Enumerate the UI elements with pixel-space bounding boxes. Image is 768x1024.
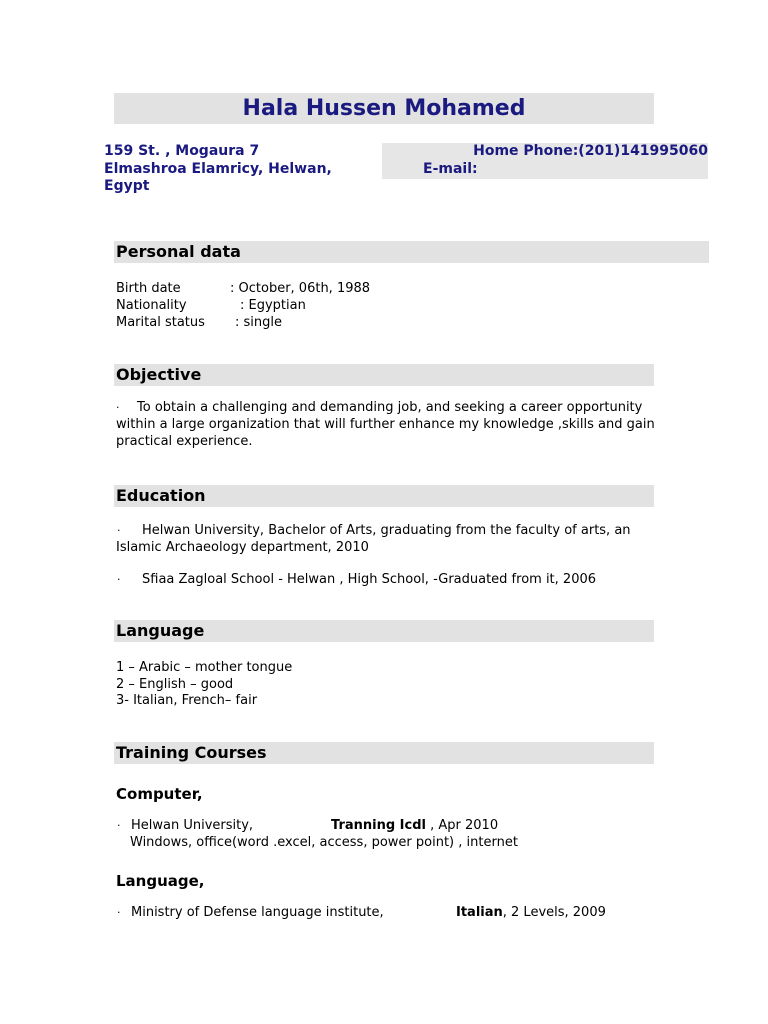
language-line-2: 2 – English – good xyxy=(116,677,234,692)
objective-line-2: within a large organization that will further enhance my knowledge ,skills and gain xyxy=(116,417,655,432)
objective-bullet: · xyxy=(116,401,120,414)
section-education: Education xyxy=(114,485,654,507)
language-line-1: 1 – Arabic – mother tongue xyxy=(116,660,293,675)
education-item-1-line-1: Helwan University, Bachelor of Arts, graduating from the faculty of arts, an xyxy=(142,523,631,538)
computer-bullet: · xyxy=(117,819,121,832)
birth-label: Birth date xyxy=(116,281,181,296)
nationality-label: Nationality xyxy=(116,298,187,313)
objective-line-3: practical experience. xyxy=(116,434,253,449)
education-item-1-line-2: Islamic Archaeology department, 2010 xyxy=(116,540,369,555)
language-training-date: , 2 Levels, 2009 xyxy=(502,905,606,920)
address-line-2: Elmashroa Elamricy, Helwan, Egypt xyxy=(104,160,332,194)
computer-course-line xyxy=(331,817,498,834)
language-training-place: Ministry of Defense language institute, xyxy=(131,905,384,920)
section-training-courses: Training Courses xyxy=(114,742,654,764)
computer-date: , Apr 2010 xyxy=(425,818,499,833)
birth-value: : October, 06th, 1988 xyxy=(230,281,371,296)
language-training-bullet: · xyxy=(117,906,121,919)
education-bullet-1: · xyxy=(117,524,121,537)
home-phone: Home Phone:(201)141995060 xyxy=(473,143,708,159)
phone-email-block xyxy=(382,143,708,179)
language-training-course: Italian xyxy=(456,905,503,920)
computer-place: Helwan University, xyxy=(131,818,254,833)
education-bullet-2: · xyxy=(117,573,121,586)
contact-block xyxy=(104,143,708,194)
language-training-subheading: Language, xyxy=(116,872,205,890)
nationality-value: : Egyptian xyxy=(240,298,306,313)
address-block xyxy=(104,143,380,194)
language-training-course-line xyxy=(456,904,606,921)
name-heading: Hala Hussen Mohamed xyxy=(114,93,654,124)
marital-label: Marital status xyxy=(116,315,205,330)
marital-value: : single xyxy=(235,315,282,330)
education-item-2: Sfiaa Zagloal School - Helwan , High School, -Graduated from it, 2006 xyxy=(142,572,597,587)
objective-line-1: To obtain a challenging and demanding job, and seeking a career opportunity xyxy=(137,400,643,415)
section-personal-data: Personal data xyxy=(114,241,709,263)
email-label: E-mail: xyxy=(423,161,478,177)
section-objective: Objective xyxy=(114,364,654,386)
address-line-1: 159 St. , Mogaura 7 xyxy=(104,143,260,159)
computer-detail: Windows, office(word .excel, access, power point) , internet xyxy=(130,835,518,850)
section-language: Language xyxy=(114,620,654,642)
computer-course: Tranning Icdl xyxy=(331,818,426,833)
computer-subheading: Computer, xyxy=(116,785,203,803)
language-line-3: 3- Italian, French– fair xyxy=(116,693,258,708)
